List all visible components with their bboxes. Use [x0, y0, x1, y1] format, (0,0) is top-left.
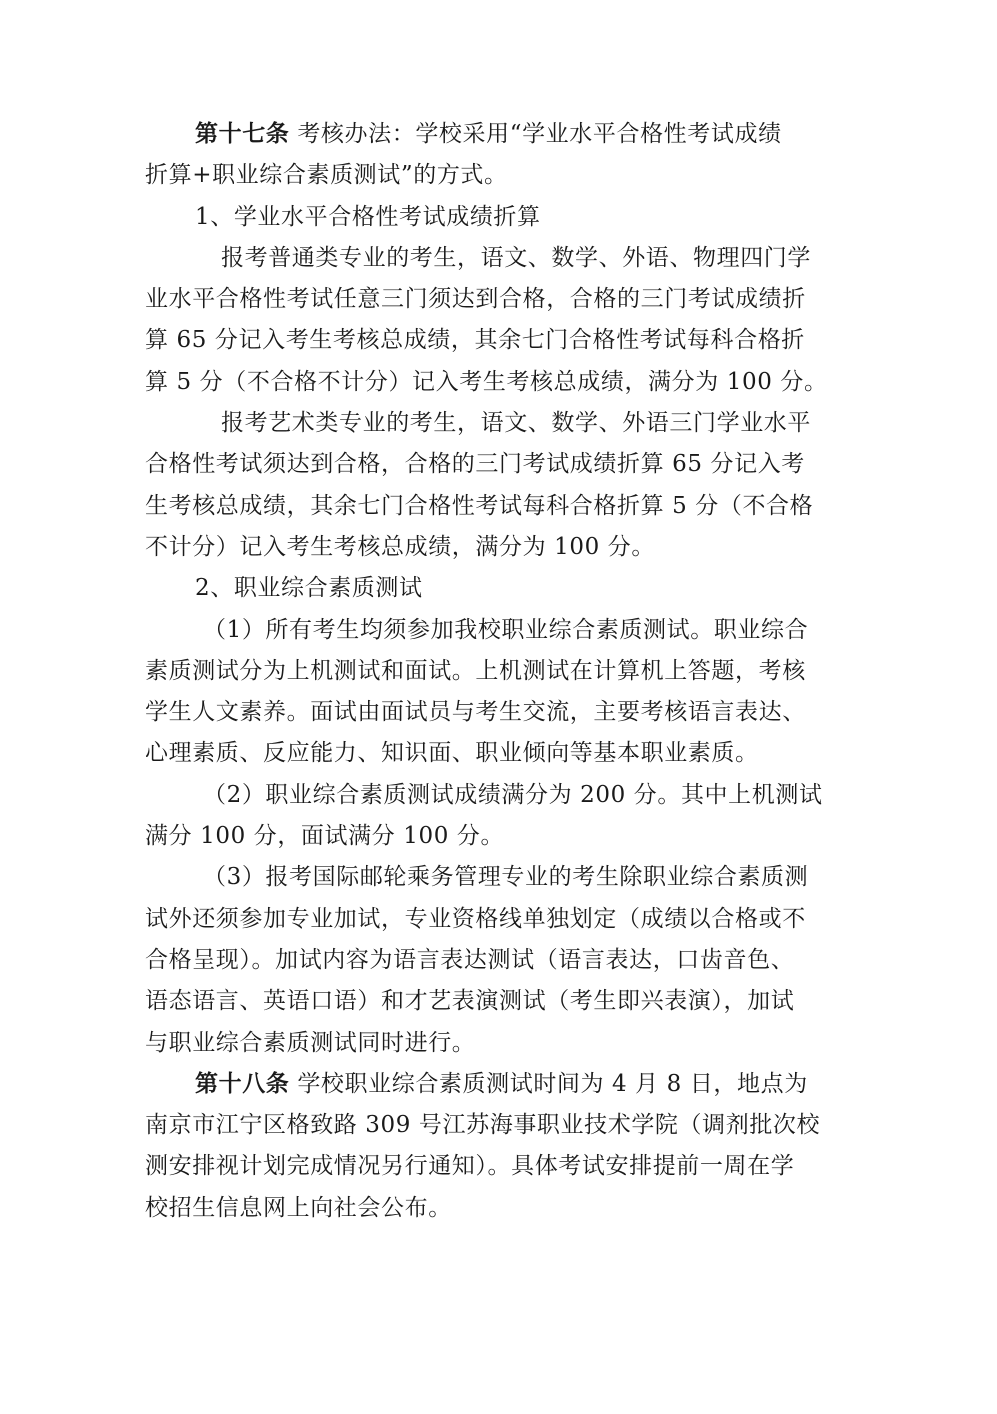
item-2-line: （2）职业综合素质测试成绩满分为 200 分。其中上机测试: [203, 781, 823, 808]
document-page: [145, 114, 855, 1229]
art-paragraph-line: 生考核总成绩，其余七门合格性考试每科合格折算 5 分（不合格: [145, 492, 814, 519]
general-paragraph-line: 业水平合格性考试任意三门须达到合格，合格的三门考试成绩折: [145, 286, 806, 313]
item-3-line: 与职业综合素质测试同时进行。: [145, 1029, 476, 1056]
general-paragraph-line: 算 65 分记入考生考核总成绩，其余七门合格性考试每科合格折: [145, 327, 805, 354]
item-1-line: 学生人文素养。面试由面试员与考生交流，主要考核语言表达、: [145, 699, 806, 726]
article-18: [145, 1064, 855, 1229]
item-3-line: 合格呈现）。加试内容为语言表达测试（语言表达，口齿音色、: [145, 946, 795, 973]
item-2-line: 满分 100 分，面试满分 100 分。: [145, 823, 505, 850]
section-1-title: 1、学业水平合格性考试成绩折算: [195, 203, 541, 230]
item-3-line: 语态语言、英语口语）和才艺表演测试（考生即兴表演），加试: [145, 988, 795, 1015]
art-paragraph-line: 合格性考试须达到合格，合格的三门考试成绩折算 65 分记入考: [145, 451, 805, 478]
art-paragraph-line: 不计分）记入考生考核总成绩，满分为 100 分。: [145, 533, 655, 560]
article-18-heading: 第十八条: [195, 1070, 290, 1097]
general-paragraph-line: 算 5 分（不合格不计分）记入考生考核总成绩，满分为 100 分。: [145, 368, 828, 395]
section-2-title: 2、职业综合素质测试: [195, 575, 423, 602]
article-17-heading: 第十七条: [195, 121, 290, 147]
article-17-line-2: 折算+职业综合素质测试”的方式。: [145, 162, 508, 189]
article-18-line: 校招生信息网上向社会公布。: [145, 1194, 452, 1221]
item-1-line: （1）所有考生均须参加我校职业综合素质测试。职业综合: [203, 616, 809, 643]
article-18-line-1: 第十八条 学校职业综合素质测试时间为 4 月 8 日，地点为: [195, 1070, 808, 1097]
item-3-line: （3）报考国际邮轮乘务管理专业的考生除职业综合素质测: [203, 864, 809, 891]
section-2: [145, 568, 855, 1064]
art-paragraph-line: 报考艺术类专业的考生，语文、数学、外语三门学业水平: [221, 410, 811, 437]
item-1-line: 素质测试分为上机测试和面试。上机测试在计算机上答题，考核: [145, 657, 806, 684]
item-1-line: 心理素质、反应能力、知识面、职业倾向等基本职业素质。: [145, 740, 759, 767]
section-1: [145, 197, 855, 569]
general-paragraph-line: 报考普通类专业的考生，语文、数学、外语、物理四门学: [221, 244, 811, 271]
article-18-line: 测安排视计划完成情况另行通知）。具体考试安排提前一周在学: [145, 1153, 795, 1180]
article-17-line-1: 第十七条 考核办法：学校采用“学业水平合格性考试成绩: [195, 121, 782, 147]
item-3-line: 试外还须参加专业加试，专业资格线单独划定（成绩以合格或不: [145, 905, 806, 932]
article-17: [145, 114, 855, 197]
article-18-line: 南京市江宁区格致路 309 号江苏海事职业技术学院（调剂批次校: [145, 1112, 821, 1139]
